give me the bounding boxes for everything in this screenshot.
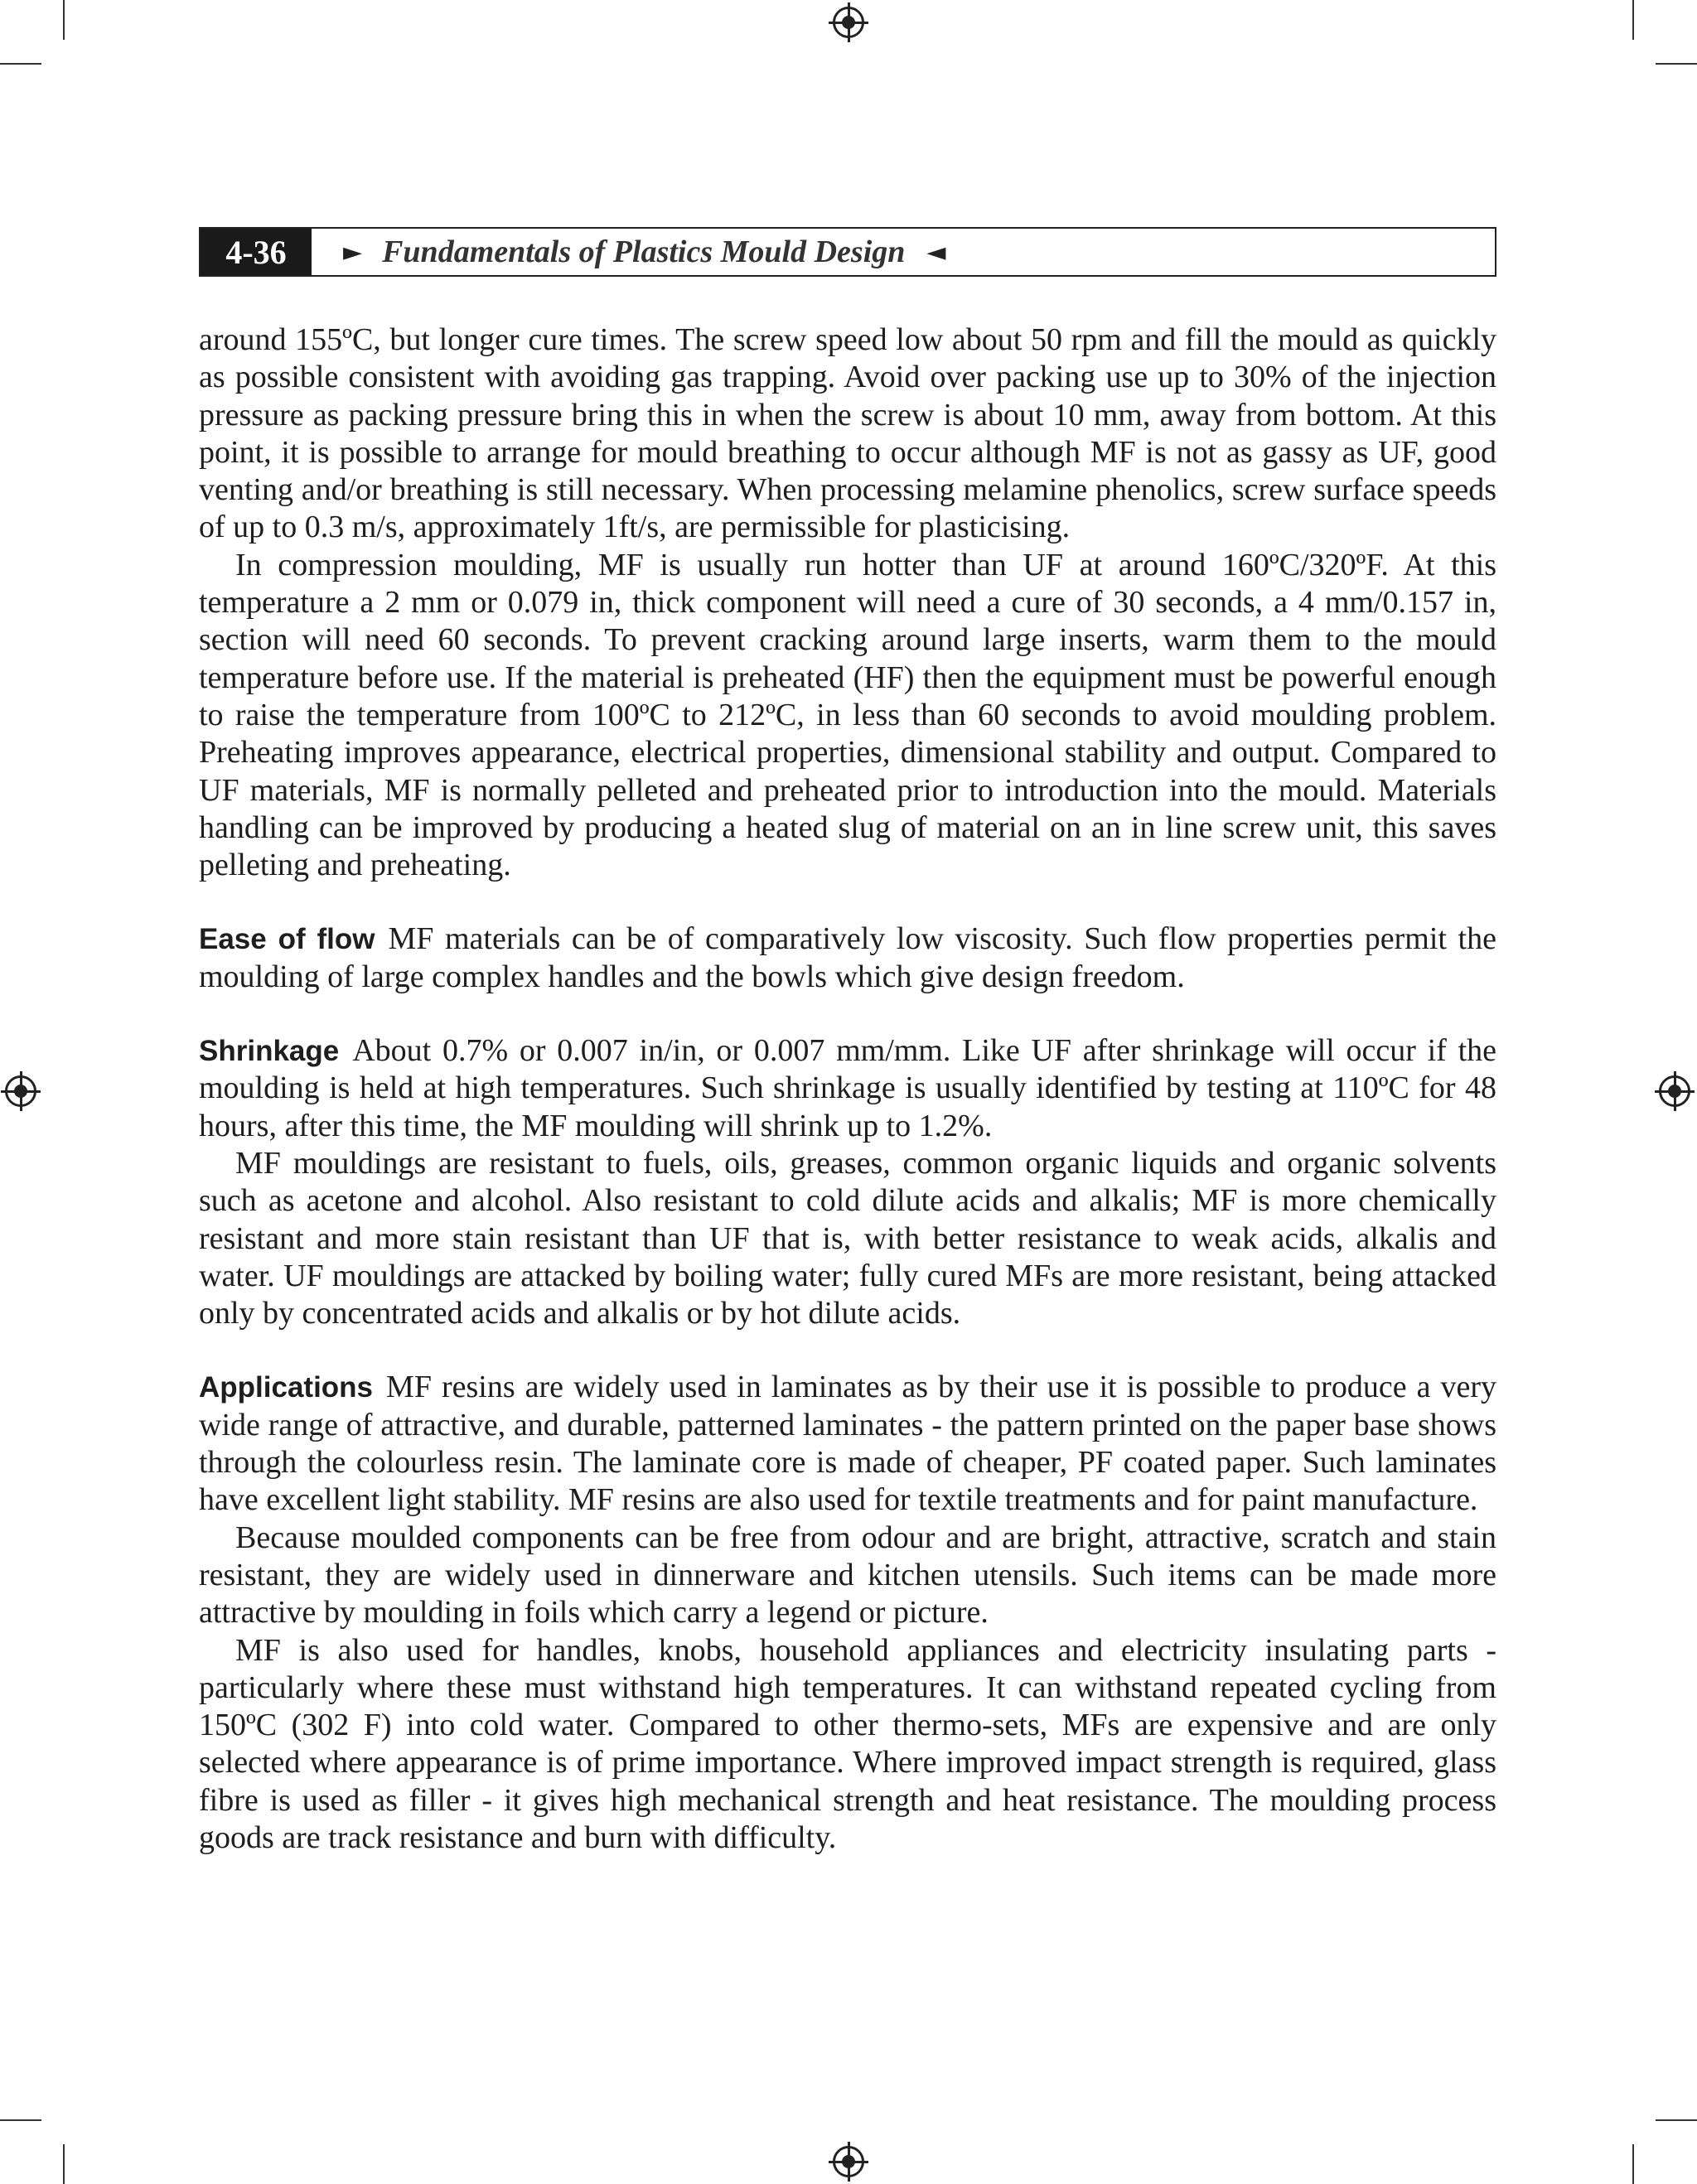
arrow-right-icon: ► — [343, 237, 363, 267]
crop-mark-top-left-v — [63, 0, 65, 40]
text-shrinkage: About 0.7% or 0.007 in/in, or 0.007 mm/mm. Like UF after shrinkage will occur if the moulding is held at high temperatures. Such shrinkage is usually identified by testing at 110ºC for 48 hours, after this time, the MF moulding will shrink up to 1.2%. — [199, 1033, 1496, 1143]
paragraph-handles: MF is also used for handles, knobs, household appliances and electricity insulating parts - particularly where these must withstand high temperatures. It can withstand repeated cycling from 150ºC (302 F) into cold water. Compared to other thermo-sets, MFs are expensive and are only selected where appearance is of prime importance. Where improved impact strength is required, glass fibre is used as filler - it gives high mechanical strength and heat resistance. The moulding process goods are track resistance and burn with difficulty. — [199, 1632, 1496, 1855]
running-header — [199, 227, 1496, 277]
registration-mark-left-icon — [5, 1075, 36, 1107]
page-body — [199, 321, 1496, 1857]
paragraph-dinnerware: Because moulded components can be free from odour and are bright, attractive, scratch and stain resistant, they are widely used in dinnerware and kitchen utensils. Such items can be made more attractive by moulding in foils which carry a legend or picture. — [199, 1520, 1496, 1631]
registration-mark-right-icon — [1659, 1075, 1690, 1107]
paragraph-compression: In compression moulding, MF is usually run hotter than UF at around 160ºC/320ºF. At this temperature a 2 mm or 0.079 in, thick component will need a cure of 30 seconds, a 4 mm/0.157 in, section will need 60 seconds. To prevent cracking around large inserts, warm them to the mould temperature before use. If the material is preheated (HF) then the equipment must be powerful enough to raise the temperature from 100ºC to 212ºC, in less than 60 seconds to avoid moulding problem. Preheating improves appearance, electrical properties, dimensional stability and output. Compared to UF materials, MF is normally pelleted and preheated prior to introduction into the mould. Materials handling can be improved by producing a heated slug of material on an in line screw unit, this saves pelleting and preheating. — [199, 547, 1496, 883]
crop-mark-bottom-left-h — [0, 2119, 41, 2121]
crop-mark-top-left-h — [0, 63, 41, 65]
crop-mark-top-right-h — [1656, 63, 1697, 65]
paragraph-shrinkage — [199, 1032, 1496, 1145]
crop-mark-bottom-left-v — [63, 2144, 65, 2184]
text-applications: MF resins are widely used in laminates as by their use it is possible to produce a very wide range of attractive, and durable, patterned laminates - the pattern printed on the paper base shows through the colourless resin. The laminate core is made of cheaper, PF coated paper. Such laminates have excellent light stability. MF resins are also used for textile treatments and for paint manufacture. — [199, 1370, 1496, 1518]
crop-mark-bottom-right-h — [1656, 2119, 1697, 2121]
arrow-left-icon: ◄ — [926, 237, 946, 267]
crop-mark-bottom-right-v — [1632, 2144, 1634, 2184]
text-ease-of-flow: MF materials can be of comparatively low viscosity. Such flow properties permit the moulding of large complex handles and the bowls which give design freedom. — [199, 921, 1496, 994]
paragraph-applications — [199, 1369, 1496, 1519]
paragraph-resistance: MF mouldings are resistant to fuels, oils, greases, common organic liquids and organic solvents such as acetone and alcohol. Also resistant to cold dilute acids and alkalis; MF is more chemically resistant and more stain resistant than UF that is, with better resistance to weak acids, alkalis and water. UF mouldings are attacked by boiling water; fully cured MFs are more resistant, being attacked only by concentrated acids and alkalis or by hot dilute acids. — [199, 1145, 1496, 1331]
crop-mark-top-right-v — [1632, 0, 1634, 40]
paragraph-ease-of-flow — [199, 920, 1496, 996]
heading-ease-of-flow: Ease of flow — [199, 923, 375, 956]
heading-applications: Applications — [199, 1371, 374, 1404]
registration-mark-bottom-icon — [833, 2146, 864, 2177]
page-number: 4-36 — [201, 229, 312, 275]
paragraph-injection: around 155ºC, but longer cure times. The screw speed low about 50 rpm and fill the mould as quickly as possible consistent with avoiding gas trapping. Avoid over packing use up to 30% of the injection pressure as packing pressure bring this in when the screw is about 10 mm, away from bottom. At this point, it is possible to arrange for mould breathing to occur although MF is not as gassy as UF, good venting and/or breathing is still necessary. When processing melamine phenolics, screw surface speeds of up to 0.3 m/s, approximately 1ft/s, are permissible for plasticising. — [199, 322, 1496, 545]
running-title: Fundamentals of Plastics Mould Design — [382, 234, 906, 269]
registration-mark-top-icon — [833, 7, 864, 38]
heading-shrinkage: Shrinkage — [199, 1035, 340, 1068]
